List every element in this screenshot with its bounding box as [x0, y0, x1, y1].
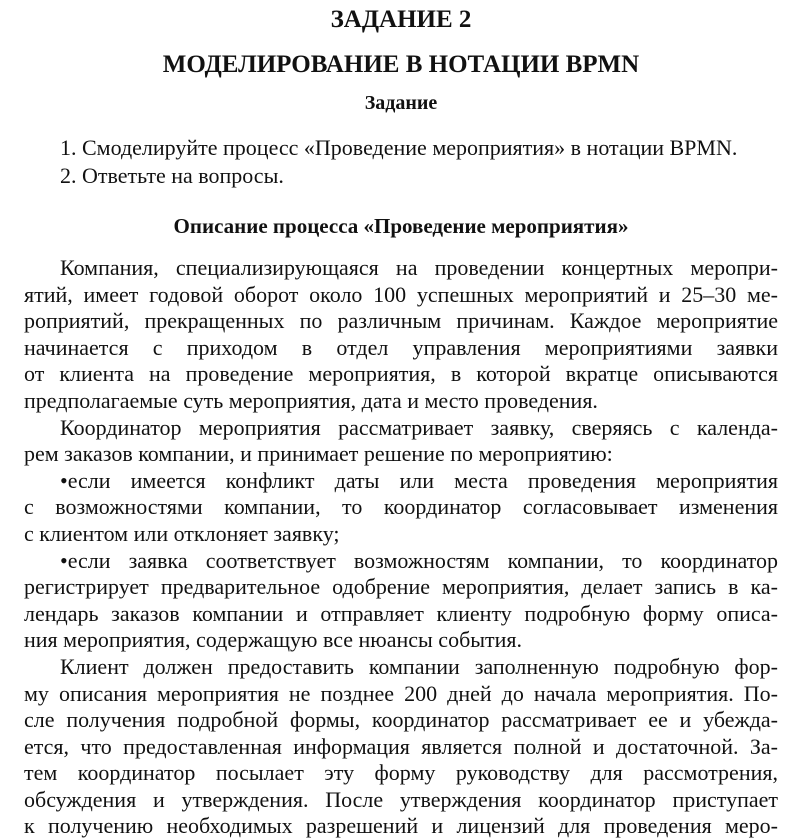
- text-line: предполагаемые суть мероприятия, дата и место проведения.: [24, 387, 598, 413]
- text-line: Компания, специализирующаяся на проведении концертных меропри-: [60, 255, 778, 280]
- text-line: лендарь заказов компании и отправляет клиенту подробную форму описа-: [24, 600, 778, 626]
- paragraph: [24, 255, 778, 415]
- text-line: Координатор мероприятия рассматривает заявку, сверяясь с календа-: [60, 414, 778, 440]
- text-line: роприятий, прекращенных по различным причинам. Каждое мероприятие: [24, 308, 778, 334]
- text-line: ния мероприятия, содержащую все нюансы события.: [24, 627, 523, 653]
- text-line: от клиента на проведение мероприятия, в которой вкратце описываются: [24, 361, 778, 387]
- text-line: Клиент должен предоставить компании заполненную подробную фор-: [60, 653, 778, 679]
- text-line: рем заказов компании, и принимает решение по мероприятию:: [24, 441, 613, 467]
- text-line: •если заявка соответствует возможностям компании, то координатор: [60, 547, 778, 573]
- paragraph: [24, 415, 778, 468]
- text-line: му описания мероприятия не позднее 200 дней до начала мероприятия. По-: [24, 680, 778, 706]
- paragraph: [24, 468, 778, 548]
- paragraph: [24, 654, 778, 840]
- text-line: обсуждения и утверждения. После утверждения координатор приступает: [24, 786, 778, 812]
- text-line: начинается с приходом в отдел управления мероприятиями заявки: [24, 334, 778, 360]
- text-line: к получению необходимых разрешений и лицензий для проведения меро-: [24, 813, 778, 839]
- paragraph: [24, 548, 778, 654]
- text-line: ятий, имеет годовой оборот около 100 успешных мероприятий и 25–30 ме-: [24, 281, 778, 307]
- text-line: сле получения подробной формы, координатор рассматривает ее и убежда-: [24, 707, 778, 733]
- description-body: [24, 255, 778, 840]
- description-heading: Описание процесса «Проведение мероприятия»: [173, 214, 629, 238]
- text-line: •если имеется конфликт даты или места проведения мероприятия: [60, 467, 778, 493]
- text-line: регистрирует предварительное одобрение мероприятия, делает запись в ка-: [24, 574, 778, 600]
- task-item: 2. Ответьте на вопросы.: [60, 163, 284, 188]
- text-line: с возможностями компании, то координатор согласовывает изменения: [24, 494, 778, 520]
- document-title: ЗАДАНИЕ 2: [330, 6, 472, 33]
- task-item: 1. Смоделируйте процесс «Проведение мероприятия» в нотации BPMN.: [60, 135, 738, 160]
- task-list: [60, 134, 780, 190]
- task-heading: Задание: [364, 92, 438, 114]
- text-line: ется, что предоставленная информация является полной и достаточной. За-: [24, 733, 778, 759]
- text-line: с клиентом или отклоняет заявку;: [24, 520, 340, 546]
- document-subtitle: МОДЕЛИРОВАНИЕ В НОТАЦИИ BPMN: [162, 51, 640, 78]
- text-line: тем координатор посылает эту форму руководству для рассмотрения,: [24, 760, 778, 786]
